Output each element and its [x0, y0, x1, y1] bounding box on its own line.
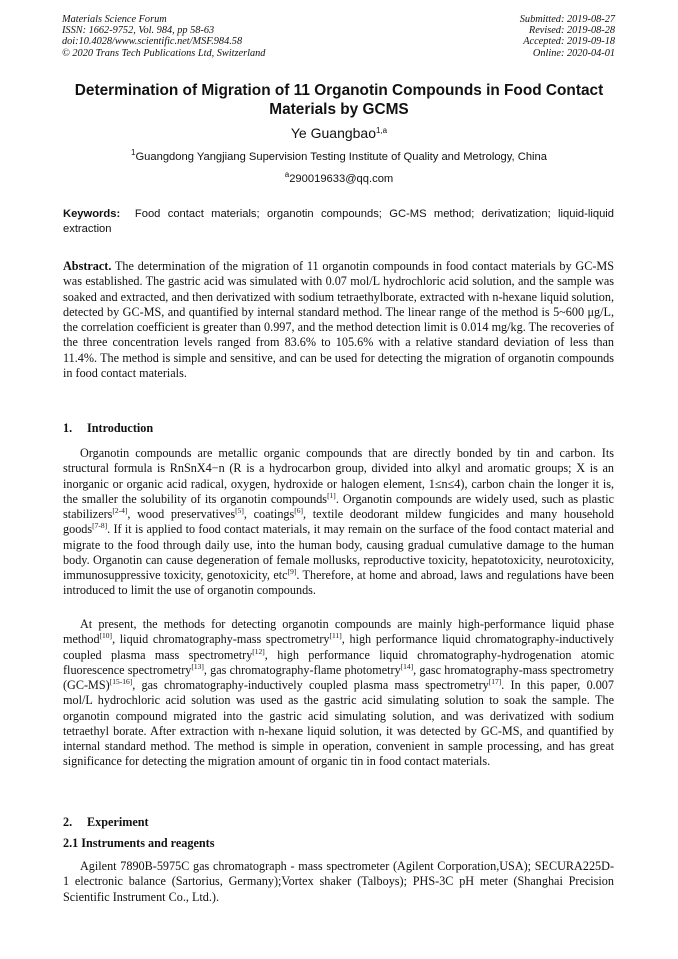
citation-ref[interactable]: [6] [294, 506, 303, 515]
paragraph-text: Organotin compounds are metallic organic compounds that are directly bonded by tin and carbon. Its structural formula is RnSnX4−n (R is a hydrocarbon group, divided into alkyl and aromatic groups; X is an inorganic or organic acid radical, oxygen, hydroxide or halogen element, 1≤n≤4), carbon chain the longer it is, the smaller the solubility of its organotin compounds [63, 446, 614, 506]
online-date: Online: 2020-04-01 [532, 47, 615, 59]
citation-ref[interactable]: [14] [400, 661, 414, 671]
keywords-label: Keywords: [63, 208, 121, 220]
paragraph-text: , high performance liquid chromatography-hydrogenation atomic fluorescence spectrometry [63, 647, 614, 677]
email-address[interactable]: 290019633@qq.com [289, 173, 394, 185]
section-heading-experiment [63, 815, 149, 830]
email-mark: a [284, 170, 290, 179]
paragraph-text: , gas chromatography-inductively coupled plasma mass spectrometry [132, 678, 489, 692]
paragraph-text: , gasc hromatography-mass spectrometry (GC-MS) [63, 662, 614, 692]
abstract-label: Abstract. [63, 259, 112, 273]
affiliation [0, 150, 678, 164]
keywords-text: Food contact materials; organotin compounds; GC-MS method; derivatization; liquid-liquid extraction [63, 208, 614, 236]
section-heading-introduction [63, 421, 153, 436]
section-number: 1. [63, 421, 73, 435]
paragraph-text: , textile deodorant mildew fungicides and many household goods [63, 507, 614, 537]
paragraph-text: . If it is applied to food contact materials, it may remain on the surface of the food contact material and migrate to the food through daily use, into the human body, causing gradual cumulative damage to the human body. Organotin can cause degeneration of female mollusks, reproductive toxicity, hepatotoxicity, neurotoxicity, immunosuppressive toxicity, genotoxicity, etc [63, 522, 614, 582]
accepted-date: Accepted: 2019-09-18 [523, 36, 615, 48]
author-name: Ye Guangbao [290, 125, 376, 141]
introduction-paragraph-2 [63, 617, 614, 770]
submitted-date: Submitted: 2019-08-27 [519, 14, 615, 25]
revised-date: Revised: 2019-08-28 [528, 25, 615, 37]
subsection-heading-instruments: 2.1 Instruments and reagents [63, 836, 215, 850]
abstract [63, 259, 614, 381]
citation-ref[interactable]: [13] [191, 661, 204, 671]
introduction-paragraph-1 [63, 446, 614, 599]
affiliation-text: Guangdong Yangjiang Supervision Testing Institute of Quality and Metrology, China [135, 151, 547, 163]
instruments-paragraph: Agilent 7890B-5975C gas chromatograph - mass spectrometer (Agilent Corporation,USA); SECURA225D-1 electronic balance (Sartorius, Germany);Vortex shaker (Talboys); PHS-3C pH meter (Shanghai Precision Scientific Instrument Co., Ltd.). [63, 859, 614, 904]
paragraph-text: . Therefore, at home and abroad, laws and regulations have been introduced to limit the use of organotin compounds. [63, 568, 615, 598]
doi-line[interactable]: doi:10.4028/www.scientific.net/MSF.984.58 [62, 36, 243, 48]
citation-ref[interactable]: [9] [287, 567, 297, 576]
author-affiliation-mark: 1,a [376, 126, 388, 135]
journal-name: Materials Science Forum [62, 14, 167, 25]
paper-title: Determination of Migration of 11 Organotin Compounds in Food Contact Materials by GCMS [74, 82, 604, 118]
citation-ref[interactable]: [5] [235, 506, 244, 515]
submission-dates [520, 14, 615, 59]
paragraph-text: , gas chromatography-flame photometry [203, 662, 401, 677]
paragraph-text: , coatings [243, 507, 295, 521]
paragraph-text: . In this paper, 0.007 mol/L hydrochloric acid solution was used as the gastric acid simulating solution to soak the sample. The organotin compound migrated into the gastric acid simulating solution, and was derivatized with sodium tetraethyl borate. After extraction with n-hexane liquid solution, it was detected by GC-MS, and quantified by internal standard method. The method is simple in operation, convenient in sample processing, and has great significance for detecting the migration amount of organic tin in food contact materials. [63, 678, 614, 769]
paragraph-text: , liquid chromatography-mass spectrometry [112, 632, 330, 647]
author-email [0, 172, 678, 186]
abstract-text: The determination of the migration of 11 organotin compounds in food contact materials by GC-MS was established. The gastric acid was simulated with 0.07 mol/L hydrochloric acid solution, and the sample was soaked and extracted, and then derivatized with sodium tetraethylborate, extracted with n-hexane liquid solution, detected by GC-MS, and quantified by internal standard method. The linear range of the method is 5~600 μg/L, the correlation coefficient is greater than 0.997, and the method detection limit is 0.014 mg/kg. The recoveries of the three concentration levels ranged from 83.6% to 105.6% with a relative standard deviation of less than 11.4%. The method is simple and sensitive, and can be used for detecting the migration of organotin compounds in food contact materials. [63, 259, 614, 380]
keywords [63, 207, 614, 238]
section-title: Experiment [87, 815, 149, 829]
paragraph-text: . Organotin compounds are widely used, such as plastic stabilizers [63, 491, 614, 521]
section-number: 2. [63, 815, 73, 829]
citation-ref[interactable]: [7-8] [92, 521, 108, 531]
citation-ref[interactable]: [15-16] [109, 677, 133, 686]
affiliation-mark: 1 [131, 148, 136, 157]
citation-ref[interactable]: [17] [488, 677, 502, 686]
citation-ref[interactable]: [10] [99, 631, 113, 641]
paragraph-text: , high performance liquid chromatography-inductively coupled plasma mass spectrometry [63, 632, 614, 662]
paragraph-text: At present, the methods for detecting organotin compounds are mainly high-performance liquid phase method [63, 617, 614, 647]
copyright-line: © 2020 Trans Tech Publications Ltd, Switzerland [62, 47, 266, 59]
paragraph-text: , wood preservatives [127, 507, 236, 521]
section-title: Introduction [87, 421, 154, 435]
citation-ref[interactable]: [2-4] [112, 506, 128, 515]
citation-ref[interactable]: [11] [329, 631, 342, 641]
issn-line: ISSN: 1662-9752, Vol. 984, pp 58-63 [62, 25, 215, 37]
author [0, 124, 678, 142]
citation-ref[interactable]: [1] [327, 490, 336, 500]
citation-ref[interactable]: [12] [252, 646, 265, 656]
journal-info [62, 14, 265, 59]
